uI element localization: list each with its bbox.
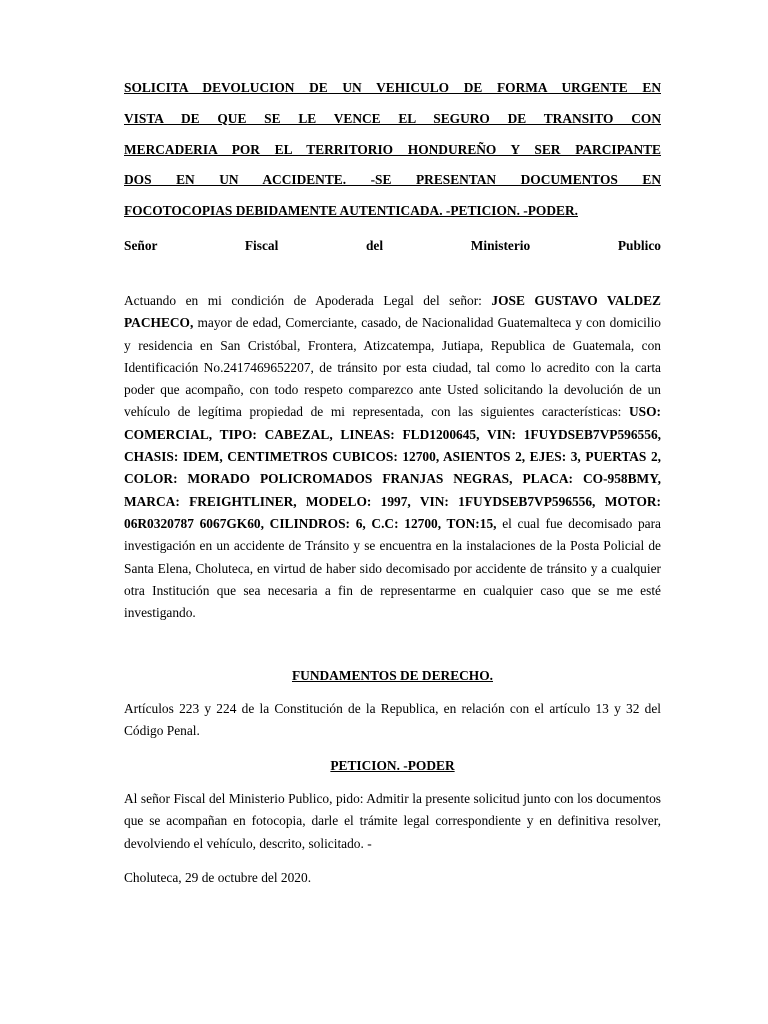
title-line-1: SOLICITA DEVOLUCION DE UN VEHICULO DE FORMA URGENTE EN (124, 80, 661, 95)
title-line-3: MERCADERIA POR EL TERRITORIO HONDUREÑO Y SER PARCIPANTE (124, 141, 661, 157)
body-intro: Actuando en mi condición de Apoderada Legal del señor: (124, 293, 482, 308)
title-line-2: VISTA DE QUE SE LE VENCE EL SEGURO DE TRANSITO CON (124, 110, 661, 126)
title-line-5: FOCOTOCOPIAS DEBIDAMENTE AUTENTICADA. -PETICION. -PODER. (124, 203, 578, 219)
fundamentos-text: Artículos 223 y 224 de la Constitución de la Republica, en relación con el artículo 13 y 32 del Código Penal. (124, 701, 661, 739)
body-closing: el cual fue decomisado para investigación en un accidente de Tránsito y se encuentra en la instalaciones de la Posta Policial de Santa Elena, Choluteca, en virtud de haber sido decomisado por accidente de tránsito y a cualquier otra Institución que sea necesaria a fin de representarme en cualquier caso que se me esté investigando. (124, 515, 661, 621)
peticion-text: Al señor Fiscal del Ministerio Publico, pido: Admitir la presente solicitud junto con los documentos que se acompañan en fotocopia, darle el trámite legal correspondiente y en definitiva resolver, devolviendo el vehículo, descrito, solicitado. - (124, 791, 661, 851)
addressee: Señor Fiscal del Ministerio Publico (124, 238, 661, 253)
vehicle-specs: USO: COMERCIAL, TIPO: CABEZAL, LINEAS: FLD1200645, VIN: 1FUYDSEB7VP596556, CHASIS: IDEM, CENTIMETROS CUBICOS: 12700, ASIENTOS 2, EJES: 3, PUERTAS 2, COLOR: MORADO POLICROMADOS FRANJAS NEGRAS, PLACA: CO-958BMY, MARCA: FREIGHTLINER, MODELO: 1997, VIN: 1FUYDSEB7VP596556, MOTOR: 06R0320787 6067GK60, CILINDROS: 6, C.C: 12700, TON:15, (124, 404, 661, 531)
date-line: Choluteca, 29 de octubre del 2020. (124, 870, 312, 885)
document-title (124, 73, 661, 227)
title-line-4: DOS EN UN ACCIDENTE. -SE PRESENTAN DOCUMENTOS EN (124, 172, 661, 188)
peticion-heading: PETICION. -PODER (330, 758, 455, 773)
fundamentos-heading: FUNDAMENTOS DE DERECHO. (291, 668, 493, 683)
client-name: JOSE GUSTAVO VALDEZ PACHECO, (124, 293, 661, 331)
body-paragraph (124, 290, 661, 624)
client-details: mayor de edad, Comerciante, casado, de Nacionalidad Guatemalteca y con domicilio y residencia en San Cristóbal, Frontera, Atizcatempa, Jutiapa, Republica de Guatemala, con Identificación No.2417469652207, de tránsito por esta ciudad, tal como lo acredito con la carta poder que acompaño, con todo respeto comparezco ante Usted solicitando la devolución de un vehículo de legítima propiedad de mi representada, con las siguientes características: (124, 315, 661, 420)
